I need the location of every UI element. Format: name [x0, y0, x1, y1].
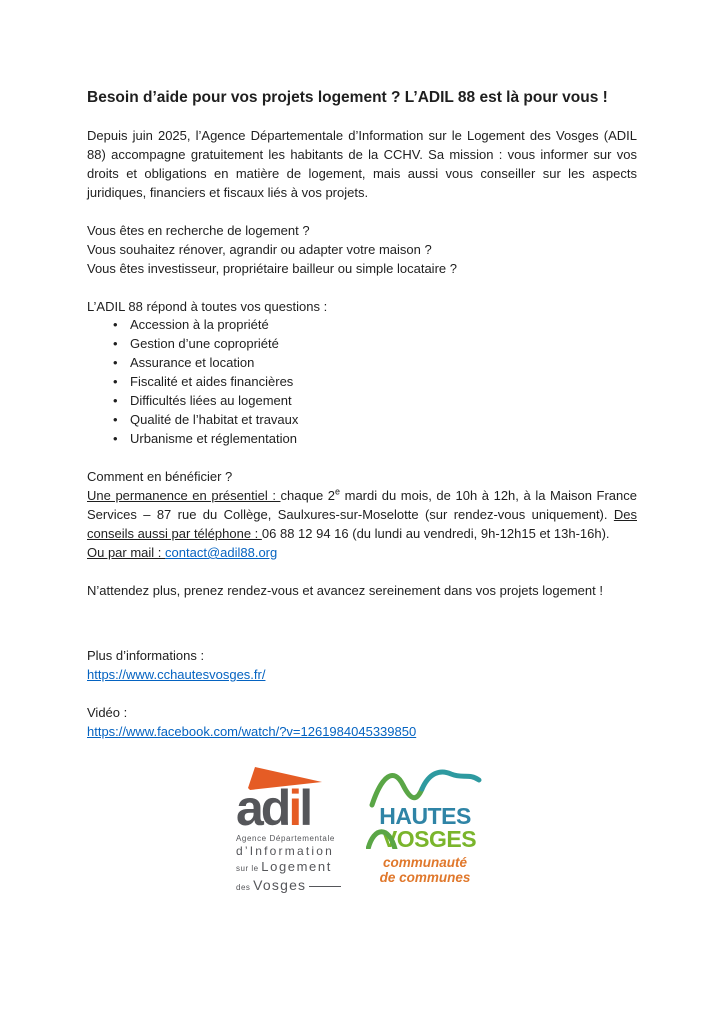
logos-row	[87, 765, 637, 896]
cchautesvosges-link[interactable]: https://www.cchautesvosges.fr/	[87, 667, 266, 682]
list-item	[113, 354, 637, 372]
permanence-text: chaque 2	[280, 488, 336, 503]
adil-dash-rule	[309, 886, 341, 887]
list-item	[113, 373, 637, 391]
list-item	[113, 316, 637, 334]
list-item	[113, 430, 637, 448]
list-item-label: Assurance et location	[130, 355, 255, 370]
list-item	[113, 335, 637, 353]
question-line: Vous souhaitez rénover, agrandir ou adapter votre maison ?	[87, 242, 432, 257]
adil-subtitle	[236, 834, 348, 896]
bullet-icon: •	[113, 336, 118, 351]
bullet-icon: •	[113, 317, 118, 332]
list-item-label: Urbanisme et réglementation	[130, 431, 297, 446]
list-item-label: Gestion d’une copropriété	[130, 336, 279, 351]
adil-subtitle-line3	[236, 859, 348, 877]
bullet-icon: •	[113, 393, 118, 408]
services-list	[87, 316, 637, 448]
adil-wordmark	[236, 780, 348, 836]
mail-lead: Ou par mail :	[87, 545, 166, 560]
adil-subtitle-line2: d’Information	[236, 844, 334, 858]
document-body	[87, 88, 637, 896]
email-link[interactable]: contact@adil88.org	[165, 545, 278, 560]
adil-letter-i: i	[288, 780, 300, 836]
video-section	[87, 703, 637, 741]
bullet-icon: •	[113, 374, 118, 389]
adil-line4-small: des	[236, 883, 254, 892]
bullet-icon: •	[113, 431, 118, 446]
phone-lead: Des conseils aussi par téléphone :	[87, 507, 637, 541]
bullet-icon: •	[113, 412, 118, 427]
list-item-label: Qualité de l’habitat et travaux	[130, 412, 299, 427]
vosges-text: VOSGES	[381, 826, 477, 852]
question-line: Vous êtes investisseur, propriétaire bailleur ou simple locataire ?	[87, 261, 457, 276]
adil-line4-big: Vosges	[253, 877, 307, 893]
adil-line3-small: sur le	[236, 864, 262, 873]
services-heading: L’ADIL 88 répond à toutes vos questions :	[87, 299, 328, 314]
list-item	[113, 411, 637, 429]
more-info-section	[87, 646, 637, 684]
hautes-text: HAUTES	[379, 803, 471, 829]
adil-line3-big: Logement	[261, 859, 332, 874]
adil-letters-ad: ad	[236, 780, 289, 836]
list-item-label: Accession à la propriété	[130, 317, 269, 332]
more-info-label: Plus d’informations :	[87, 648, 205, 663]
adil-subtitle-line4	[236, 877, 348, 896]
list-item-label: Difficultés liées au logement	[130, 393, 292, 408]
communaute-text: communauté	[382, 855, 467, 870]
adil-letter-l: l	[299, 780, 311, 836]
question-line: Vous êtes en recherche de logement ?	[87, 223, 310, 238]
list-item-label: Fiscalité et aides financières	[130, 374, 294, 389]
cta-line: N’attendez plus, prenez rendez-vous et avancez sereinement dans vos projets logement !	[87, 583, 603, 598]
ordinal-superscript: e	[335, 486, 341, 497]
facebook-video-link[interactable]: https://www.facebook.com/watch/?v=1261984045339850	[87, 724, 417, 739]
how-heading: Comment en bénéficier ?	[87, 469, 233, 484]
adil-subtitle-line1: Agence Départementale	[236, 834, 335, 843]
questions-paragraph	[87, 221, 637, 278]
how-to-benefit-section	[87, 467, 637, 562]
de-communes-text: de communes	[379, 870, 471, 885]
bullet-icon: •	[113, 355, 118, 370]
hill-arc-icon	[366, 823, 398, 849]
page-title: Besoin d’aide pour vos projets logement ? L’ADIL 88 est là pour vous !	[87, 89, 608, 106]
adil-logo	[236, 765, 348, 896]
video-label: Vidéo :	[87, 705, 128, 720]
permanence-lead: Une permanence en présentiel :	[87, 488, 281, 503]
intro-paragraph: Depuis juin 2025, l’Agence Départementale d’Information sur le Logement des Vosges (ADIL 88) accompagne gratuitement les habitants de la CCHV. Sa mission : vous informer sur vos droits et obligations en matière de logement, mais aussi vous conseiller sur les aspects juridiques, financiers et fiscaux liés à vos projets.	[87, 128, 637, 200]
services-section	[87, 297, 637, 448]
permanence-text-after: mardi du mois, de 10h à 12h, à la Maison France Services – 87 rue du Collège, Saulxures-sur-Moselotte (sur rendez-vous uniquement).	[87, 488, 637, 522]
phone-text: 06 88 12 94 16 (du lundi au vendredi, 9h-12h15 et 13h-16h).	[261, 526, 610, 541]
list-item	[113, 392, 637, 410]
hautes-vosges-logo	[362, 765, 488, 885]
